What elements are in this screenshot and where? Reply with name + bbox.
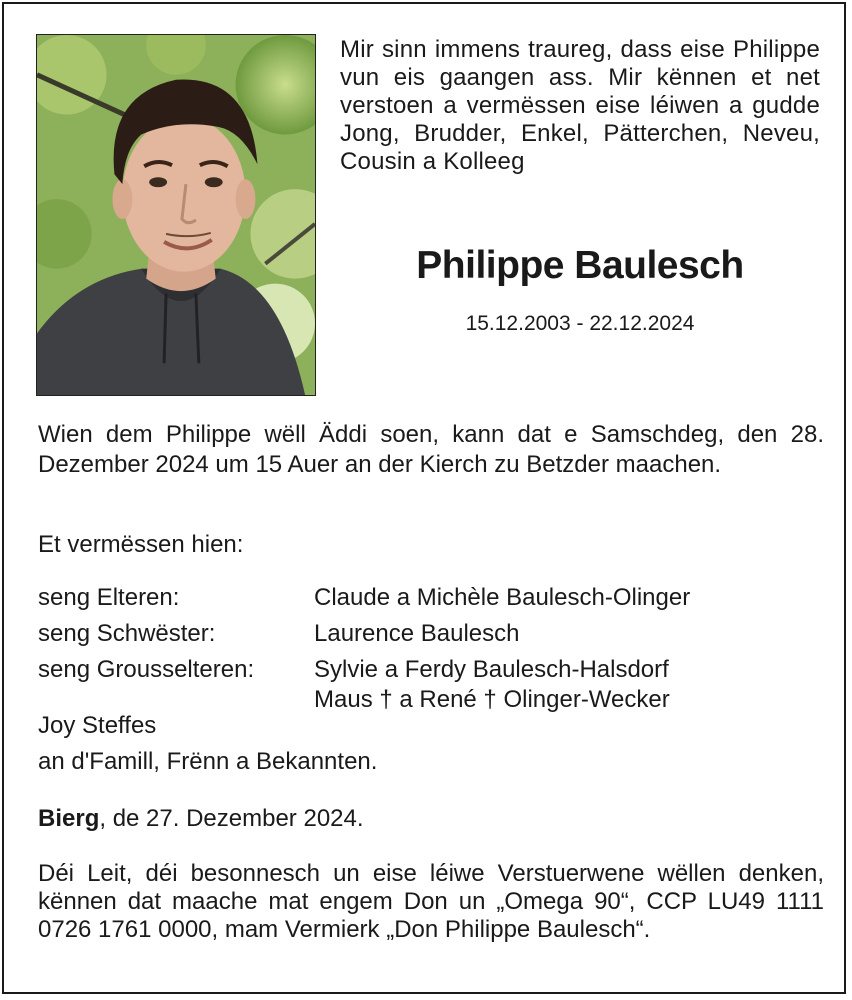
family-label-sister: seng Schwëster: [38,620,216,647]
family-value-grandparents-2: Maus † a René † Olinger-Wecker [314,686,670,713]
intro-text: Mir sinn immens traureg, dass eise Philippe vun eis gaangen ass. Mir kënnen et net verstoen a vermëssen eise léiwen a gudde Jong, Brudder, Enkel, Pätterchen, Neveu, Cousin a Kolleeg [340,36,820,175]
family-value-parents: Claude a Michèle Baulesch-Olinger [314,584,691,611]
family-label-grandparents: seng Grousselteren: [38,656,255,683]
extra-mourner: Joy Steffes [38,712,157,739]
place-date-line [38,804,824,834]
donation-text: Déi Leit, déi besonnesch un eise léiwe Verstuerwene wëllen denken, kënnen dat maache mat engem Don un „Omega 90“, CCP LU49 1111 0726 1761 0000, mam Vermierk „Don Philippe Baulesch“. [38,860,824,943]
portrait-photo [36,34,316,396]
family-label-parents: seng Elteren: [38,584,180,611]
mourners-heading: Et vermëssen hien: [38,531,244,558]
extra-mourners-group: an d'Famill, Frënn a Bekannten. [38,748,378,775]
ceremony-text: Wien dem Philippe wëll Äddi soen, kann dat e Samschdeg, den 28. Dezember 2024 um 15 Auer an der Kierch zu Betzder maachen. [38,421,824,478]
deceased-name: Philippe Baulesch [416,244,744,287]
family-value-sister: Laurence Baulesch [314,620,520,647]
obituary-notice [2,2,846,994]
place-name: Bierg [38,805,100,832]
place-date: , de 27. Dezember 2024. [99,805,364,832]
family-value-grandparents-1: Sylvie a Ferdy Baulesch-Halsdorf [314,656,669,683]
life-dates: 15.12.2003 - 22.12.2024 [465,312,695,335]
